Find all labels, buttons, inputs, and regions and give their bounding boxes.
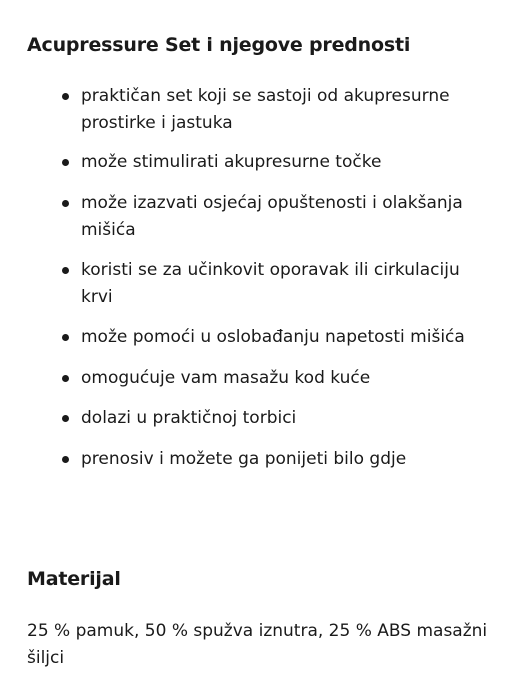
list-item [62, 446, 492, 473]
list-item-text: dolazi u praktičnoj torbici [81, 408, 297, 428]
list-item [62, 257, 492, 311]
list-item [62, 324, 492, 351]
bullet-icon [62, 415, 69, 422]
list-item-text: praktičan set koji se sastoji od akupresurne prostirke i jastuka [81, 86, 450, 133]
bullet-icon [62, 334, 69, 341]
list-item [62, 405, 492, 432]
material-text: 25 % pamuk, 50 % spužva iznutra, 25 % ABS masažni šiljci [27, 621, 488, 668]
material-heading: Materijal [27, 568, 121, 590]
list-item [62, 190, 492, 244]
bullet-icon [62, 200, 69, 207]
bullet-icon [62, 159, 69, 166]
list-item-text: može stimulirati akupresurne točke [81, 152, 382, 172]
list-item [62, 365, 492, 392]
list-item-text: omogućuje vam masažu kod kuće [81, 368, 371, 388]
list-item-text: koristi se za učinkovit oporavak ili cirkulaciju krvi [81, 260, 460, 307]
benefits-heading: Acupressure Set i njegove prednosti [27, 34, 411, 56]
list-item-text: prenosiv i možete ga ponijeti bilo gdje [81, 449, 407, 469]
list-item-text: može pomoći u oslobađanju napetosti mišića [81, 327, 465, 347]
bullet-icon [62, 267, 69, 274]
bullet-icon [62, 93, 69, 100]
list-item [62, 149, 492, 176]
list-item-text: može izazvati osjećaj opuštenosti i olakšanja mišića [81, 193, 463, 240]
bullet-icon [62, 375, 69, 382]
list-item [62, 83, 492, 137]
bullet-icon [62, 456, 69, 463]
